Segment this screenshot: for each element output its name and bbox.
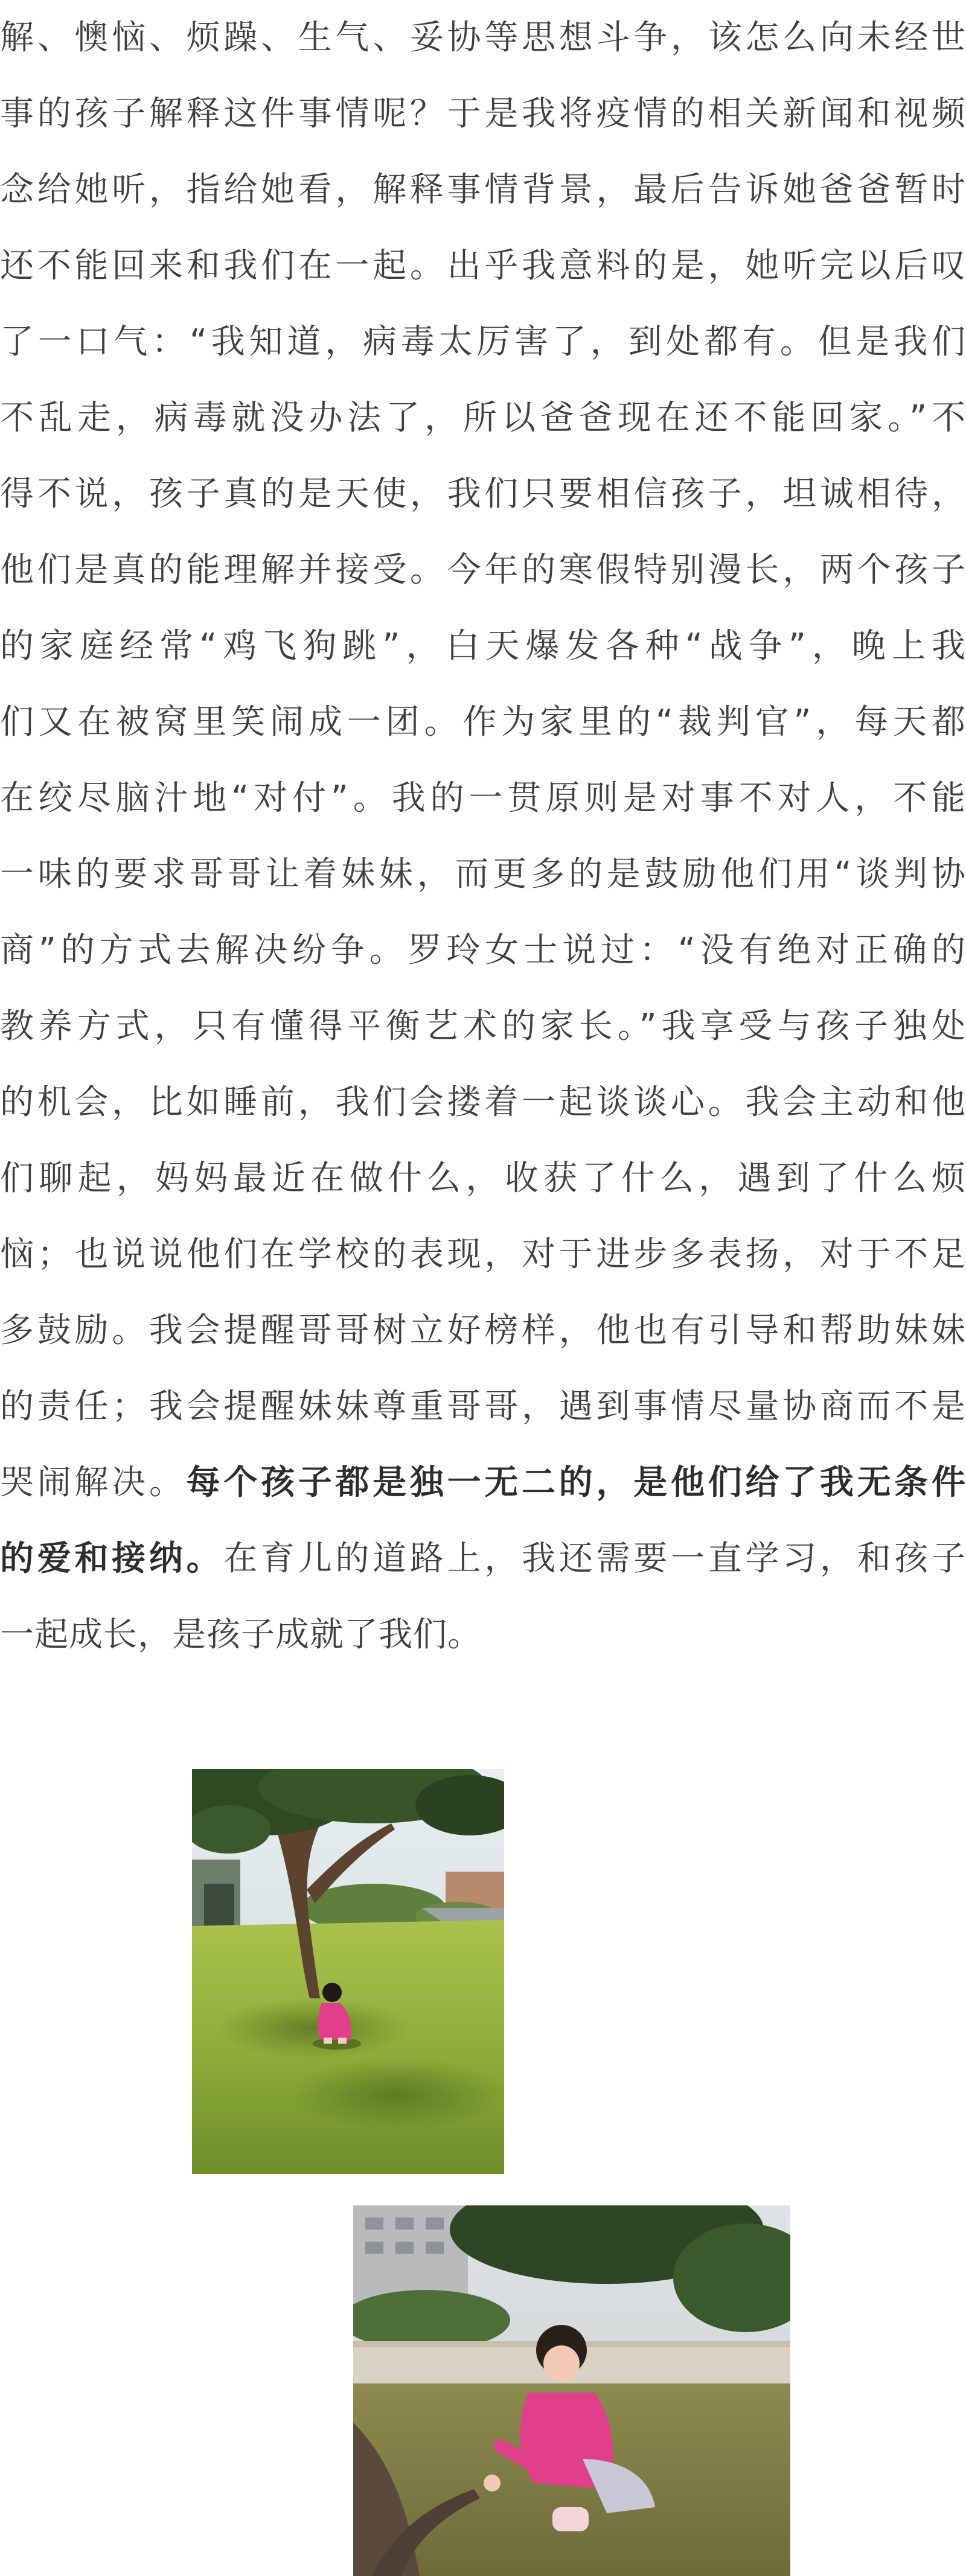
text-line: 教养方式，只有懂得平衡艺术的家长。”我享受与孩子独处 bbox=[0, 1007, 966, 1046]
text-line: 的机会，比如睡前，我们会搂着一起谈谈心。我会主动和他 bbox=[0, 1083, 966, 1122]
text-line: 一味的要求哥哥让着妹妹，而更多的是鼓励他们用“谈判协 bbox=[0, 855, 966, 894]
text-line: 事的孩子解释这件事情呢？于是我将疫情的相关新闻和视频 bbox=[0, 94, 966, 133]
text-segment: 在育儿的道路上，我还需要一直学习，和孩子 bbox=[223, 1539, 966, 1578]
text-line: 不乱走，病毒就没办法了，所以爸爸现在还不能回家。”不 bbox=[0, 398, 966, 438]
photo-girl-on-lawn-illustration bbox=[192, 1769, 504, 2174]
text-line: 的家庭经常“鸡飞狗跳”，白天爆发各种“战争”，晚上我 bbox=[0, 626, 966, 666]
text-line bbox=[0, 1445, 966, 1521]
photo-girl-on-lawn bbox=[192, 1769, 504, 2174]
text-line: 的责任；我会提醒妹妹尊重哥哥，遇到事情尽量协商而不是 bbox=[0, 1387, 966, 1426]
photo-girl-playing-sand bbox=[353, 2205, 790, 2576]
text-line: 念给她听，指给她看，解释事情背景，最后告诉她爸爸暂时 bbox=[0, 170, 966, 209]
text-line: 还不能回来和我们在一起。出乎我意料的是，她听完以后叹 bbox=[0, 246, 966, 285]
text-line: 恼；也说说他们在学校的表现，对于进步多表扬，对于不足 bbox=[0, 1235, 966, 1274]
text-line: 们又在被窝里笑闹成一团。作为家里的“裁判官”，每天都 bbox=[0, 703, 966, 742]
text-segment: 哭闹解决。 bbox=[0, 1463, 187, 1502]
text-line: 一起成长，是孩子成就了我们。 bbox=[0, 1615, 482, 1654]
photo-girl-playing-sand-illustration bbox=[353, 2205, 790, 2576]
text-line: 得不说，孩子真的是天使，我们只要相信孩子，坦诚相待， bbox=[0, 474, 966, 514]
text-line bbox=[0, 1521, 966, 1597]
text-line: 在绞尽脑汁地“对付”。我的一贯原则是对事不对人，不能 bbox=[0, 779, 966, 818]
text-line: 商”的方式去解决纷争。罗玲女士说过：“没有绝对正确的 bbox=[0, 931, 966, 970]
text-line: 多鼓励。我会提醒哥哥树立好榜样，他也有引导和帮助妹妹 bbox=[0, 1311, 966, 1350]
bold-highlight-text: 的爱和接纳。 bbox=[0, 1539, 224, 1578]
text-line: 了一口气：“我知道，病毒太厉害了，到处都有。但是我们 bbox=[0, 322, 966, 362]
bold-highlight-text: 每个孩子都是独一无二的，是他们给了我无条件 bbox=[186, 1463, 966, 1502]
text-line: 他们是真的能理解并接受。今年的寒假特别漫长，两个孩子 bbox=[0, 550, 966, 590]
text-line: 解、懊恼、烦躁、生气、妥协等思想斗争，该怎么向未经世 bbox=[0, 18, 966, 57]
text-line: 们聊起，妈妈最近在做什么，收获了什么，遇到了什么烦 bbox=[0, 1159, 966, 1198]
